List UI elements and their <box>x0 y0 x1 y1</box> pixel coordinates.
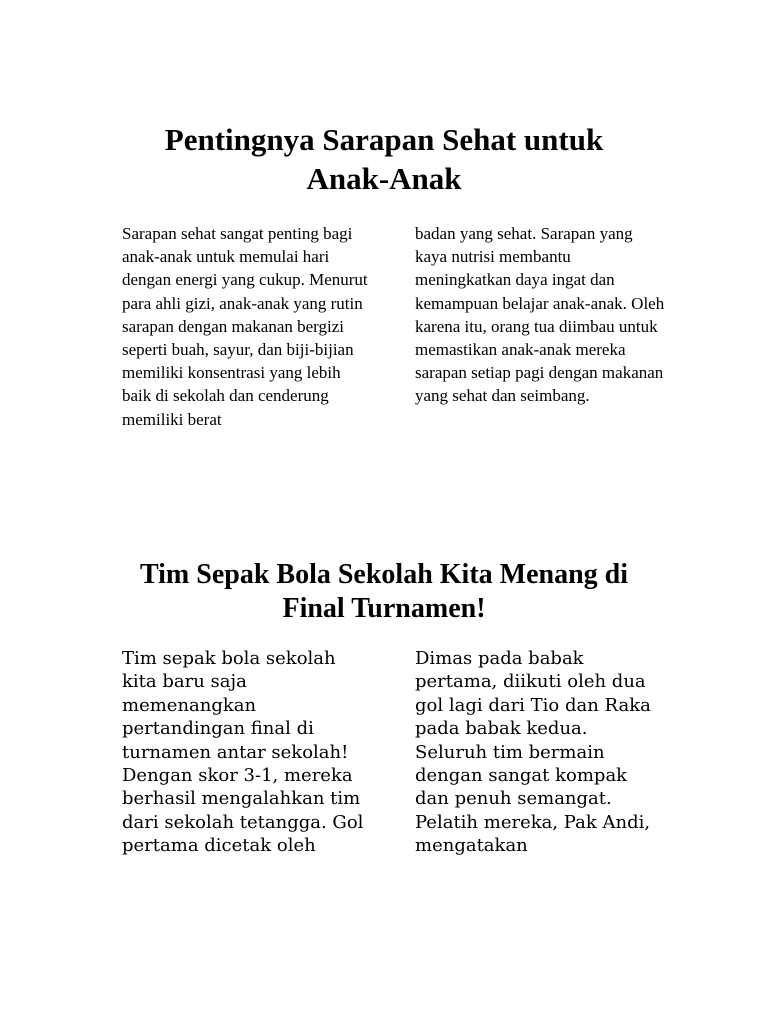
article-column-right: badan yang sehat. Sarapan yang kaya nutrisi membantu meningkatkan daya ingat dan kemampuan belajar anak-anak. Oleh karena itu, orang tua diimbau untuk memastikan anak-anak mereka sarapan setiap pagi dengan makanan yang sehat dan seimbang. <box>415 224 665 406</box>
article-column-left: Tim sepak bola sekolah kita baru saja memenangkan pertandingan final di turnamen antar sekolah! Dengan skor 3-1, mereka berhasil mengalahkan tim dari sekolah tetangga. Gol pertama dicetak oleh <box>122 648 364 857</box>
article-title: Pentingnya Sarapan Sehat untuk Anak-Anak <box>164 122 604 196</box>
article-column-left: Sarapan sehat sangat penting bagi anak-anak untuk memulai hari dengan energi yang cukup. Menurut para ahli gizi, anak-anak yang rutin sarapan dengan makanan bergizi seperti buah, sayur, dan biji-bijian memiliki konsentrasi yang lebih baik di sekolah dan cenderung memiliki berat <box>122 224 368 429</box>
article-title: Tim Sepak Bola Sekolah Kita Menang di Final Turnamen! <box>139 559 629 624</box>
article-breakfast <box>0 120 768 429</box>
article-football <box>0 558 768 857</box>
article-column-right: Dimas pada babak pertama, diikuti oleh dua gol lagi dari Tio dan Raka pada babak kedua. Seluruh tim bermain dengan sangat kompak dan penuh semangat. Pelatih mereka, Pak Andi, mengatakan <box>415 648 651 857</box>
